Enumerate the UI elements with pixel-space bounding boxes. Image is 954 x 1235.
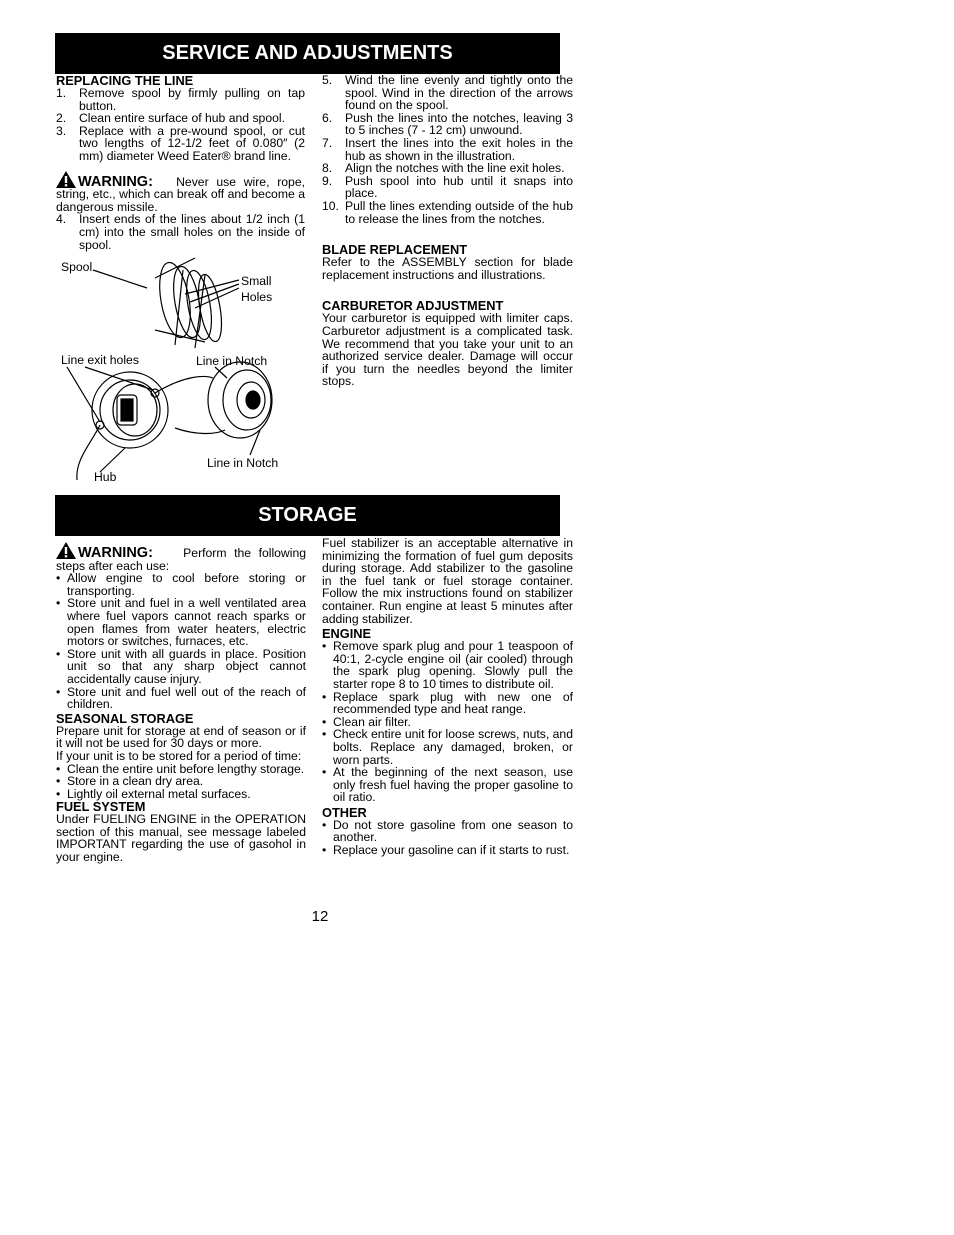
service-right-column	[322, 74, 573, 388]
seasonal-heading: SEASONAL STORAGE	[56, 710, 194, 726]
list-item: • Store unit with all guards in place. Position unit so that any sharp object cannot accidentally cause injury.	[56, 646, 306, 686]
list-item: 1. Remove spool by firmly pulling on tap button.	[56, 86, 305, 113]
seasonal-text-2: If your unit is to be stored for a period of time:	[56, 748, 302, 763]
figure-label-line-exit-holes: Line exit holes	[61, 353, 139, 367]
list-item: • Store in a clean dry area.	[56, 774, 204, 789]
list-item: • At the beginning of the next season, use only fresh fuel having the proper gasoline to oil ratio.	[322, 765, 573, 805]
list-item: 2. Clean entire surface of hub and spool.	[56, 111, 285, 126]
list-item: 9. Push spool into hub until it snaps into place.	[322, 173, 573, 201]
service-title: SERVICE AND ADJUSTMENTS	[162, 42, 453, 64]
list-item: 4. Insert ends of the lines about 1/2 inch (1 cm) into the small holes on the inside of spool.	[56, 212, 305, 252]
spool-hub-drawing	[55, 250, 310, 490]
page-number: 12	[311, 908, 329, 925]
list-item: • Check entire unit for loose screws, nuts, and bolts. Replace any damaged, broken, or worn parts.	[322, 727, 573, 767]
engine-list	[322, 640, 573, 804]
warning-text: Perform the following steps after each use:	[56, 546, 306, 573]
warning-triangle-icon	[56, 542, 76, 559]
warning-text: Never use wire, rope, string, etc., which can break off and become a dangerous missile.	[56, 174, 305, 214]
storage-banner	[55, 495, 560, 536]
list-item: 6. Push the lines into the notches, leaving 3 to 5 inches (7 - 12 cm) unwound.	[322, 110, 573, 138]
figure-label-holes: Holes	[241, 290, 273, 304]
list-item: 5. Wind the line evenly and tightly onto the spool. Wind in the direction of the arrows found on the spool.	[322, 73, 573, 113]
service-banner	[55, 33, 560, 74]
after-use-list	[56, 572, 306, 711]
other-heading: OTHER	[322, 804, 367, 820]
list-item: • Replace spark plug with new one of recommended type and heat range.	[322, 689, 573, 717]
stabilizer-text: Fuel stabilizer is an acceptable alternative in minimizing the formation of fuel gum deposits during storage. Add stabilizer to the gasoline in the fuel tank or fuel storage container. Follow the mix instructions found on stabilizer container. Run engine at least 5 minutes after adding stabilizer.	[322, 536, 573, 626]
storage-warning	[56, 542, 306, 572]
fuel-text: Under FUELING ENGINE in the OPERATION section of this manual, see message labeled IMPORTANT regarding the use of gasohol in your engine.	[56, 812, 306, 865]
list-item: 8. Align the notches with the line exit holes.	[322, 161, 565, 176]
figure-label-spool: Spool	[61, 260, 93, 274]
list-item: • Clean air filter.	[322, 714, 411, 729]
warning-label: WARNING:	[78, 173, 153, 190]
list-item: • Clean the entire unit before lengthy storage.	[56, 761, 305, 776]
list-item: • Store unit and fuel in a well ventilated area where fuel vapors cannot reach sparks or open flames from water heaters, electric motors or switches, furnaces, etc.	[56, 596, 306, 649]
list-item: 7. Insert the lines into the exit holes in the hub as shown in the illustration.	[322, 135, 573, 163]
list-item: • Do not store gasoline from one season to another.	[322, 817, 573, 845]
figure-label-small: Small	[241, 274, 272, 288]
replacing-steps-a	[56, 87, 305, 163]
list-item: • Remove spark plug and pour 1 teaspoon of 40:1, 2-cycle engine oil (air cooled) through the spark plug opening. Slowly pull the starter rope 8 to 10 times to distribute oil.	[322, 639, 573, 691]
list-item: • Store unit and fuel well out of the reach of children.	[56, 684, 306, 712]
replacing-steps-c	[322, 74, 573, 225]
other-list	[322, 819, 573, 857]
blade-text: Refer to the ASSEMBLY section for blade replacement instructions and illustrations.	[322, 255, 573, 282]
seasonal-list	[56, 763, 306, 801]
list-item: • Allow engine to cool before storing or transporting.	[56, 571, 306, 598]
service-left-column	[56, 74, 305, 251]
service-warning	[56, 171, 305, 214]
warning-triangle-icon	[56, 171, 76, 188]
replacing-heading: REPLACING THE LINE	[56, 73, 194, 88]
warning-label: WARNING:	[78, 545, 153, 561]
carburetor-heading: CARBURETOR ADJUSTMENT	[322, 298, 504, 314]
engine-heading: ENGINE	[322, 626, 372, 642]
storage-title: STORAGE	[258, 504, 357, 526]
carburetor-text: Your carburetor is equipped with limiter caps. Carburetor adjustment is a complicated task. We recommend that you take your unit to an authorized service dealer. Damage will occur if you turn the needles beyond the limiter stops.	[322, 311, 573, 389]
fuel-heading: FUEL SYSTEM	[56, 799, 146, 815]
list-item: 10. Pull the lines extending outside of the hub to release the lines from the notches.	[322, 198, 573, 226]
blade-heading: BLADE REPLACEMENT	[322, 242, 468, 258]
storage-left-column	[56, 542, 306, 864]
figure-label-line-in-notch-top: Line in Notch	[196, 354, 268, 368]
list-item: • Lightly oil external metal surfaces.	[56, 786, 251, 801]
figure-label-hub: Hub	[94, 470, 117, 484]
list-item: 3. Replace with a pre-wound spool, or cut two lengths of 12-1/2 feet of 0.080″ (2 mm) diameter Weed Eater® brand line.	[56, 123, 305, 163]
replacing-steps-b	[56, 213, 305, 251]
figure-label-line-in-notch-bottom: Line in Notch	[207, 456, 279, 470]
list-item: • Replace your gasoline can if it starts to rust.	[322, 843, 570, 858]
storage-right-column	[322, 537, 573, 857]
seasonal-text-1: Prepare unit for storage at end of season or if it will not be used for 30 days or more.	[56, 723, 306, 751]
